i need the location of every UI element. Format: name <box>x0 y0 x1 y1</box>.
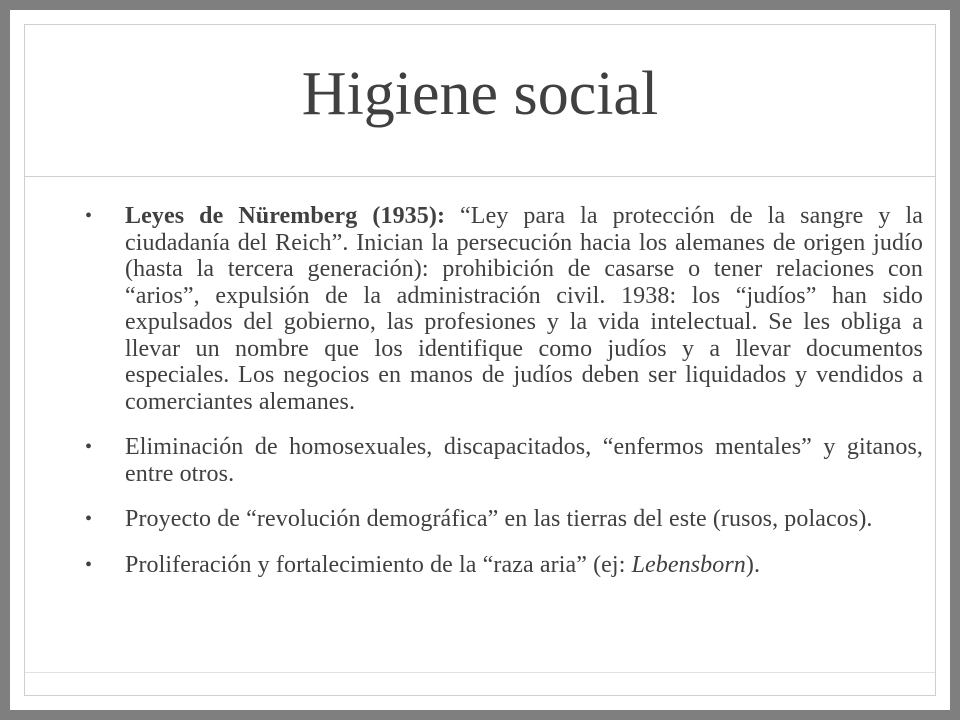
bullet-item-proliferacion <box>77 552 923 579</box>
bullet-list <box>77 203 923 578</box>
title-band <box>25 25 935 177</box>
bottom-divider <box>25 672 935 673</box>
bullet-dot-icon: • <box>85 553 93 576</box>
bullet-dot-icon: • <box>85 205 93 227</box>
bullet-item-eliminacion <box>77 434 923 487</box>
bullet-text: Proyecto de “revolución demográfica” en las tierras del este (rusos, polacos). <box>125 506 873 532</box>
bullet-lead: Leyes de Nüremberg (1935): <box>125 203 446 229</box>
bullet-item-nuremberg <box>77 203 923 415</box>
bullet-text-before: Proliferación y fortalecimiento de la “raza aria” (ej: <box>125 551 632 578</box>
bullet-text: Eliminación de homosexuales, discapacitados, “enfermos mentales” y gitanos, entre otros. <box>125 434 923 487</box>
bullet-text: “Ley para la protección de la sangre y la ciudadanía del Reich”. Inician la persecución hacia los alemanes de origen judío (hasta la tercera generación): prohibición de casarse o tener relaciones con “arios”, expulsión de la administración civil. 1938: los “judíos” han sido expulsados del gobierno, las profesiones y la vida intelectual. Se les obliga a llevar un nombre que los identifique como judíos y a llevar documentos especiales. Los negocios en manos de judíos deben ser liquidados y vendidos a comerciantes alemanes. <box>125 203 923 415</box>
slide-title: Higiene social <box>301 60 659 128</box>
bullet-item-proyecto <box>77 506 923 533</box>
bullet-italic-term: Lebensborn <box>631 551 746 578</box>
slide-frame <box>24 24 936 696</box>
bullet-text-after: ). <box>745 551 761 578</box>
slide-body <box>77 203 923 597</box>
bullet-dot-icon: • <box>85 436 93 458</box>
bullet-dot-icon: • <box>85 508 93 530</box>
slide-paper <box>10 10 950 710</box>
